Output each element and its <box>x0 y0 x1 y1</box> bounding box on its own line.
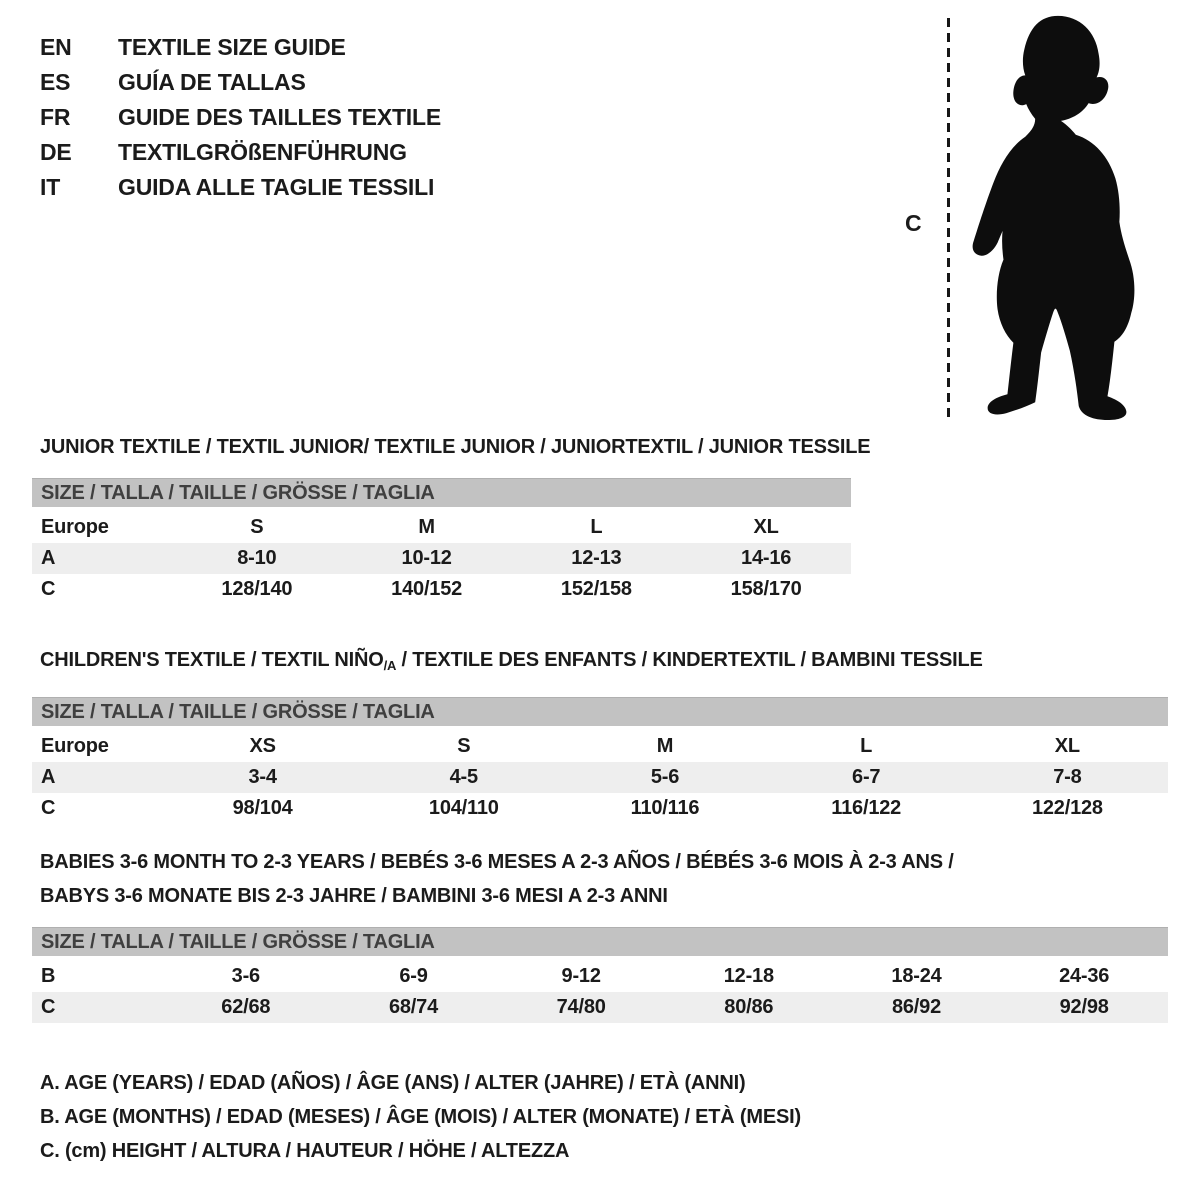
value-cell: 92/98 <box>1059 996 1109 1018</box>
value-cell: 152/158 <box>560 578 632 600</box>
value-cell: 68/74 <box>388 996 439 1018</box>
legend <box>40 1066 801 1168</box>
language-code: EN <box>40 34 72 60</box>
section-title <box>40 643 1168 683</box>
language-row <box>40 100 441 135</box>
language-code: ES <box>40 69 71 95</box>
value-cell: 10-12 <box>401 547 452 569</box>
table-row <box>32 543 851 574</box>
legend-line: A. AGE (YEARS) / EDAD (AÑOS) / ÂGE (ANS) / ALTER (JAHRE) / ETÀ (ANNI) <box>40 1072 746 1094</box>
language-code: IT <box>40 174 61 200</box>
value-cell: 5-6 <box>650 766 680 788</box>
height-measure-label: C <box>905 210 922 236</box>
legend-line: B. AGE (MONTHS) / EDAD (MESES) / ÂGE (MOIS) / ALTER (MONATE) / ETÀ (MESI) <box>40 1106 801 1128</box>
language-row <box>40 135 441 170</box>
section-title <box>40 845 1168 913</box>
table-row <box>32 961 1168 992</box>
value-cell: M <box>418 516 435 538</box>
value-cell: 14-16 <box>741 547 792 569</box>
table-row <box>32 731 1168 762</box>
size-table <box>32 731 1168 824</box>
language-code: FR <box>40 104 71 130</box>
row-label-cell: C <box>41 578 56 600</box>
value-cell: XS <box>249 735 276 757</box>
section-junior <box>32 430 870 605</box>
language-code: DE <box>40 139 72 165</box>
language-label: GUIDE DES TAILLES TEXTILE <box>118 104 441 130</box>
size-header-bar <box>32 927 1168 956</box>
value-cell: 140/152 <box>391 578 463 600</box>
size-header-bar <box>32 478 851 507</box>
language-label: TEXTILGRÖßENFÜHRUNG <box>118 139 407 165</box>
value-cell: 86/92 <box>891 996 942 1018</box>
row-label-cell: C <box>41 797 56 819</box>
value-cell: 158/170 <box>730 578 802 600</box>
value-cell: 4-5 <box>449 766 478 788</box>
value-cell: XL <box>1054 735 1080 757</box>
value-cell: 8-10 <box>237 547 277 569</box>
value-cell: S <box>250 516 264 538</box>
language-list <box>40 30 441 205</box>
language-row <box>40 30 441 65</box>
section-title <box>40 430 870 464</box>
value-cell: 98/104 <box>232 797 293 819</box>
language-row <box>40 65 441 100</box>
value-cell: 62/68 <box>221 996 271 1018</box>
height-dashed-line <box>947 18 950 418</box>
size-header-label: SIZE / TALLA / TAILLE / GRÖSSE / TAGLIA <box>41 701 435 723</box>
row-label-cell: B <box>41 965 56 987</box>
value-cell: 110/116 <box>630 797 700 819</box>
size-table <box>32 961 1168 1023</box>
value-cell: 116/122 <box>831 797 902 819</box>
section-children <box>32 643 1168 824</box>
value-cell: 6-9 <box>399 965 428 987</box>
value-cell: 12-18 <box>723 965 774 987</box>
language-label: GUÍA DE TALLAS <box>118 69 306 95</box>
value-cell: M <box>656 735 674 757</box>
size-header-label: SIZE / TALLA / TAILLE / GRÖSSE / TAGLIA <box>41 482 435 504</box>
value-cell: L <box>860 735 873 757</box>
section-title-part: /A <box>383 658 397 673</box>
table-row <box>32 574 851 605</box>
row-label-cell: Europe <box>41 516 109 538</box>
row-label-cell: C <box>41 996 56 1018</box>
row-label-cell: A <box>41 766 56 788</box>
table-row <box>32 793 1168 824</box>
value-cell: 3-4 <box>248 766 277 788</box>
value-cell: 24-36 <box>1059 965 1110 987</box>
language-row <box>40 170 441 205</box>
legend-line: C. (cm) HEIGHT / ALTURA / HAUTEUR / HÖHE / ALTEZZA <box>40 1140 570 1162</box>
size-header-bar <box>32 697 1168 726</box>
table-row <box>32 762 1168 793</box>
value-cell: 3-6 <box>231 965 260 987</box>
section-title-part: JUNIOR TEXTILE / TEXTIL JUNIOR/ TEXTILE JUNIOR / JUNIORTEXTIL / JUNIOR TESSILE <box>40 436 871 458</box>
value-cell: 104/110 <box>428 797 499 819</box>
table-row <box>32 512 851 543</box>
section-title-part: BABYS 3-6 MONATE BIS 2-3 JAHRE / BAMBINI 3-6 MESI A 2-3 ANNI <box>40 885 668 907</box>
toddler-silhouette-icon <box>960 8 1146 422</box>
size-header-label: SIZE / TALLA / TAILLE / GRÖSSE / TAGLIA <box>41 931 435 953</box>
value-cell: L <box>590 516 603 538</box>
section-title-part: BABIES 3-6 MONTH TO 2-3 YEARS / BEBÉS 3-6 MESES A 2-3 AÑOS / BÉBÉS 3-6 MOIS À 2-3 ANS / <box>40 851 954 873</box>
value-cell: 6-7 <box>852 766 881 788</box>
section-title-part: CHILDREN'S TEXTILE / TEXTIL NIÑO <box>40 649 384 671</box>
language-label: GUIDA ALLE TAGLIE TESSILI <box>118 174 435 200</box>
size-table <box>32 512 851 605</box>
value-cell: 128/140 <box>221 578 293 600</box>
value-cell: 18-24 <box>891 965 942 987</box>
table-row <box>32 992 1168 1023</box>
value-cell: XL <box>753 516 779 538</box>
row-label-cell: A <box>41 547 56 569</box>
value-cell: 74/80 <box>556 996 606 1018</box>
section-title-part: / TEXTILE DES ENFANTS / KINDERTEXTIL / BAMBINI TESSILE <box>396 649 983 671</box>
language-label: TEXTILE SIZE GUIDE <box>118 34 346 60</box>
row-label-cell: Europe <box>41 735 109 757</box>
value-cell: 80/86 <box>724 996 774 1018</box>
value-cell: 12-13 <box>571 547 622 569</box>
value-cell: 122/128 <box>1031 797 1103 819</box>
section-babies <box>32 845 1168 1023</box>
value-cell: S <box>457 735 471 757</box>
value-cell: 7-8 <box>1053 766 1082 788</box>
value-cell: 9-12 <box>561 965 601 987</box>
